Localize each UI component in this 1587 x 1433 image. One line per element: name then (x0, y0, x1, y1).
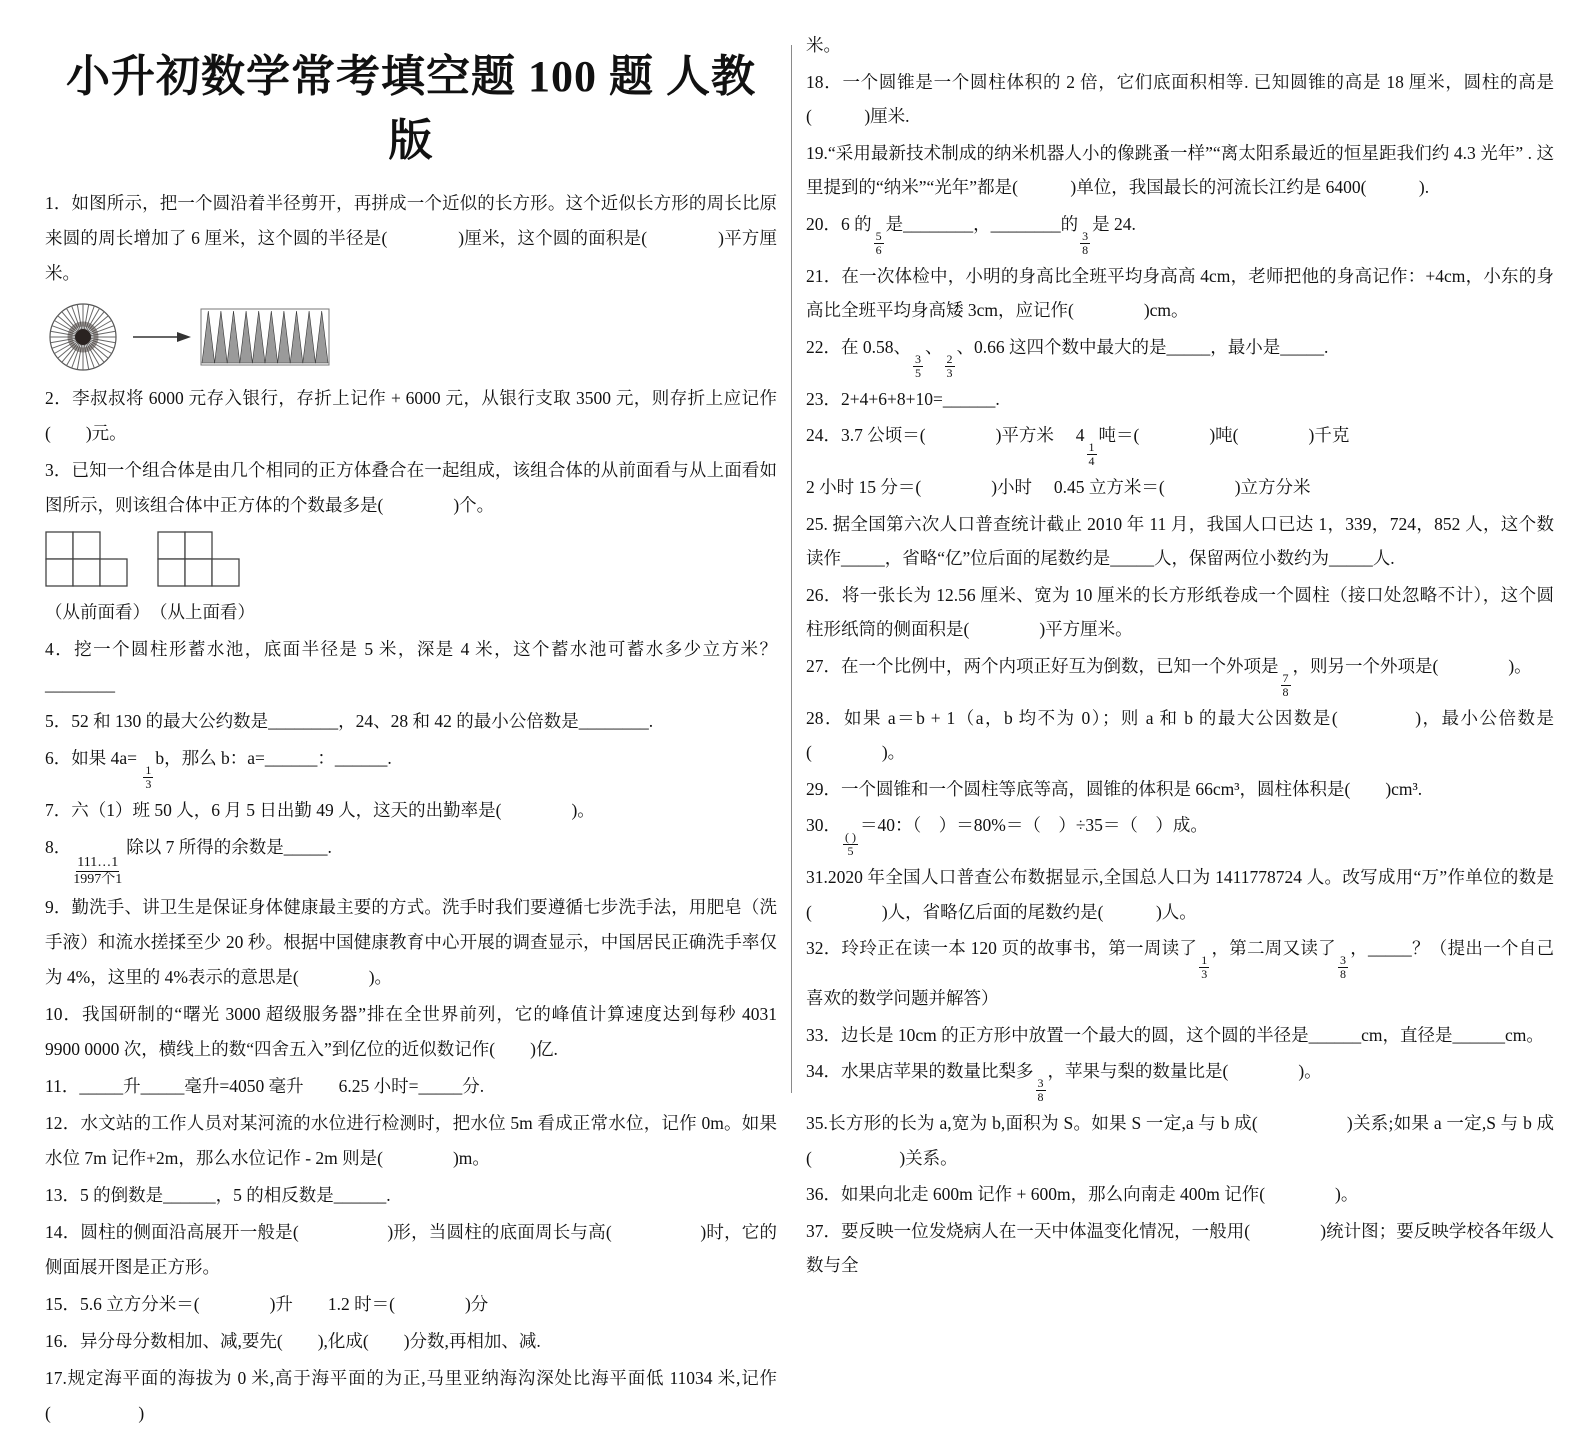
underbrace-expression (73, 855, 122, 888)
question-30 (806, 808, 1554, 858)
question-14 (45, 1215, 777, 1285)
fraction-denominator: 5 (847, 844, 854, 858)
text-run: 15．5.6 立方分米＝( )升 1.2 时＝( )分 (45, 1294, 489, 1314)
text-run: ，苹果与梨的数量比是( )。 (1047, 1061, 1322, 1081)
question-17-cont (806, 28, 1554, 63)
text-run: 8． (45, 837, 72, 857)
text-run: 16．异分母分数相加、减,要先( ),化成( )分数,再相加、减. (45, 1331, 541, 1351)
text-run: 19.“采用最新技术制成的纳米机器人小的像跳蚤一样”“离太阳系最近的恒星距我们约 4.3 光年” . 这里提到的“纳米”“光年”都是( )单位，我国最长的河流长江约是 6400( ). (806, 142, 1554, 197)
questions-block-right (806, 28, 1554, 1283)
text-run: b，那么 b：a=______：______. (155, 748, 392, 768)
question-16 (45, 1324, 777, 1359)
question-29 (806, 772, 1554, 807)
question-25 (806, 507, 1554, 576)
fraction-numerator: 7 (1282, 670, 1289, 685)
text-run: 11．_____升_____毫升=4050 毫升 6.25 小时=_____分. (45, 1076, 485, 1096)
text-run: 31.2020 年全国人口普查公布数据显示,全国总人口为 1411778724 人。改写成用“万”作单位的数是( )人，省略亿后面的尾数约是( )人。 (806, 867, 1554, 922)
text-run: 7．六（1）班 50 人，6 月 5 日出勤 49 人，这天的出勤率是( )。 (45, 800, 595, 820)
text-run: 、 (925, 336, 943, 357)
text-run: 4．挖一个圆柱形蓄水池，底面半径是 5 米，深是 4 米，这个蓄水池可蓄水多少立方米？________ (45, 639, 777, 694)
question-6 (45, 741, 777, 791)
fraction (1199, 954, 1209, 981)
fraction-numerator: 3 (1082, 228, 1089, 243)
fraction-numerator: ( ) (845, 830, 856, 844)
page-title: 小升初数学常考填空题 100 题 人教版 (66, 52, 756, 165)
text-run: ，第二周又读了 (1211, 938, 1336, 958)
fraction (1036, 1077, 1046, 1104)
question-27 (806, 649, 1554, 699)
circle-to-rectangle-figure (45, 299, 335, 375)
text-run: 18．一个圆锥是一个圆柱体积的 2 倍，它们底面积相等. 已知圆锥的高是 18 厘米，圆柱的高是( )厘米. (806, 71, 1554, 126)
question-32 (806, 931, 1554, 1016)
fraction-numerator: 1 (145, 763, 152, 777)
left-column (45, 34, 777, 1433)
question-18 (806, 65, 1554, 134)
text-run: 22．在 0.58、 (806, 336, 911, 357)
fraction-numerator: 5 (875, 228, 882, 243)
question-22 (806, 330, 1554, 380)
fraction-denominator: 8 (1037, 1090, 1044, 1104)
question-26 (806, 578, 1554, 647)
question-28 (806, 701, 1554, 770)
text-run: 2．李叔叔将 6000 元存入银行，存折上记作 + 6000 元，从银行支取 3500 元，则存折上应记作( )元。 (45, 388, 777, 443)
question-12 (45, 1106, 777, 1176)
text-run: 除以 7 所得的余数是_____. (126, 837, 332, 857)
text-run: 37．要反映一位发烧病人在一天中体温变化情况，一般用( )统计图；要反映学校各年级人数与全 (806, 1220, 1554, 1275)
fraction-denominator: 8 (1282, 684, 1289, 699)
text-run: 是________，________的 (885, 213, 1079, 234)
text-run: 17.规定海平面的海拔为 0 米,高于海平面的为正,马里亚纳海沟深处比海平面低 11034 米,记作( ) (45, 1368, 777, 1423)
text-run: 26．将一张长为 12.56 厘米、宽为 10 厘米的长方形纸卷成一个圆柱（接口处忽略不计），这个圆柱形纸筒的侧面积是( )平方厘米。 (806, 584, 1554, 639)
question-23 (806, 382, 1554, 417)
question-13 (45, 1178, 777, 1213)
text-run: 5．52 和 130 的最大公约数是________，24、28 和 42 的最小公倍数是________. (45, 711, 654, 731)
text-run: 、0.66 这四个数中最大的是_____，最小是_____. (956, 336, 1329, 357)
fraction (874, 230, 884, 257)
text-run: 12．水文站的工作人员对某河流的水位进行检测时，把水位 5m 看成正常水位，记作 0m。如果水位 7m 记作+2m，那么水位记作 - 2m 则是( )m。 (45, 1113, 777, 1168)
question-19 (806, 136, 1554, 205)
question-35 (806, 1106, 1554, 1175)
text-run: 3．已知一个组合体是由几个相同的正方体叠合在一起组成，该组合体的从前面看与从上面看如图所示，则该组合体中正方体的个数最多是( )个。 (45, 460, 777, 515)
text-run: ，_____？（提出一个自己喜欢的数学问题并解答） (806, 938, 1554, 1008)
text-run: 10．我国研制的“曙光 3000 超级服务器”排在全世界前列，它的峰值计算速度达到每秒 4031 9900 0000 次，横线上的数“四舍五入”到亿位的近似数记作( )亿. (45, 1004, 777, 1059)
text-run: 吨＝( )吨( )千克 (1098, 425, 1350, 445)
question-15 (45, 1287, 777, 1322)
text-run: ，则另一个外项是( )。 (1292, 655, 1532, 676)
fraction-denominator: 3 (946, 365, 953, 380)
underbrace-top: 111…1 (77, 855, 119, 870)
text-run: 14．圆柱的侧面沿高展开一般是( )形，当圆柱的底面周长与高( )时，它的侧面展开图是正方形。 (45, 1222, 777, 1277)
text-run: 32．玲玲正在读一本 120 页的故事书，第一周读了 (806, 938, 1198, 958)
fraction-denominator: 3 (1201, 967, 1208, 981)
fraction-numerator: 3 (1037, 1076, 1044, 1090)
text-run: 米。 (806, 35, 841, 55)
text-run: 2 小时 15 分＝( )小时 0.45 立方米＝( )立方分米 (806, 477, 1311, 497)
question-3 (45, 453, 777, 523)
fraction (143, 764, 153, 791)
text-run: ＝40：（ ）＝80%＝（ ）÷35＝（ ）成。 (860, 815, 1208, 835)
question-5 (45, 704, 777, 739)
underbrace-label: 1997个1 (73, 872, 123, 887)
cube-views-figure (45, 531, 255, 589)
text-run: 28．如果 a＝b + 1（a，b 均不为 0）；则 a 和 b 的最大公因数是( )，最小公倍数是( )。 (806, 707, 1554, 762)
question-31 (806, 860, 1554, 929)
fraction-numerator: 3 (1339, 953, 1346, 967)
fraction (1087, 441, 1097, 468)
text-run: 21．在一次体检中，小明的身高比全班平均身高高 4cm，老师把他的身高记作：+4cm，小东的身高比全班平均身高矮 3cm，应记作( )cm。 (806, 265, 1554, 320)
questions-block-c (45, 632, 777, 1431)
question-8 (45, 830, 777, 888)
fraction-denominator: 8 (1082, 242, 1089, 257)
question-7 (45, 793, 777, 828)
fraction (1338, 954, 1348, 981)
text-run: 27．在一个比例中，两个内项正好互为倒数，已知一个外项是 (806, 655, 1279, 676)
text-run: 23．2+4+6+8+10=______. (806, 388, 1000, 409)
question-2 (45, 381, 777, 451)
fraction-denominator: 8 (1339, 967, 1346, 981)
text-run: 36．如果向北走 600m 记作 + 600m，那么向南走 400m 记作( )。 (806, 1184, 1359, 1204)
fraction-denominator: 4 (1088, 454, 1095, 468)
text-run: 13．5 的倒数是______，5 的相反数是______. (45, 1185, 391, 1205)
fraction-denominator: 6 (875, 242, 882, 257)
question-1 (45, 186, 777, 291)
figure-views-caption: （从前面看） （从上面看） (45, 602, 255, 622)
text-run: 33．边长是 10cm 的正方形中放置一个最大的圆，这个圆的半径是______cm，直径是______cm。 (806, 1024, 1544, 1045)
fraction-denominator: 5 (915, 365, 921, 380)
fraction (843, 831, 858, 858)
question-36 (806, 1177, 1554, 1212)
text-run: 34．水果店苹果的数量比梨多 (806, 1061, 1034, 1081)
fraction (1281, 672, 1291, 699)
fraction (913, 353, 923, 380)
fraction-numerator: 1 (1201, 953, 1208, 967)
questions-block-b (45, 381, 777, 523)
fraction-numerator: 3 (915, 351, 921, 366)
question-33 (806, 1018, 1554, 1053)
question-11 (45, 1069, 777, 1104)
text-run: 6．如果 4a= (45, 748, 142, 768)
question-9 (45, 890, 777, 995)
fraction (1080, 230, 1090, 257)
question-34 (806, 1054, 1554, 1104)
column-divider (791, 45, 792, 1093)
text-run: 25. 据全国第六次人口普查统计截止 2010 年 11 月，我国人口已达 1，339，724，852 人，这个数读作_____，省略“亿”位后面的尾数约是_____人，保留两位小数约为_____人. (806, 513, 1554, 568)
fraction-numerator: 2 (946, 351, 953, 366)
question-10 (45, 997, 777, 1067)
right-column (806, 28, 1554, 1285)
question-24-cont (806, 470, 1554, 505)
fraction (945, 353, 955, 380)
text-run: 20．6 的 (806, 213, 872, 234)
fraction-denominator: 3 (145, 777, 152, 791)
question-17 (45, 1361, 777, 1431)
text-run: 是 24. (1092, 213, 1136, 234)
text-run: 30． (806, 815, 841, 835)
question-24 (806, 418, 1554, 468)
fraction-numerator: 1 (1088, 440, 1095, 454)
question-4 (45, 632, 777, 702)
text-run: 9．勤洗手、讲卫生是保证身体健康最主要的方式。洗手时我们要遵循七步洗手法，用肥皂（洗手液）和流水搓揉至少 20 秒。根据中国健康教育中心开展的调查显示，中国居民正确洗手率仅为 4%，这里的 4%表示的意思是( )。 (45, 897, 777, 987)
question-20 (806, 207, 1554, 257)
question-21 (806, 259, 1554, 328)
text-run: 24．3.7 公顷＝( )平方米 4 (806, 425, 1085, 445)
text-run: 35.长方形的长为 a,宽为 b,面积为 S。如果 S 一定,a 与 b 成( )关系;如果 a 一定,S 与 b 成( )关系。 (806, 1113, 1554, 1168)
text-run: 29．一个圆锥和一个圆柱等底等高，圆锥的体积是 66cm³，圆柱体积是( )cm³. (806, 778, 1423, 799)
text-run: 1．如图所示，把一个圆沿着半径剪开，再拼成一个近似的长方形。这个近似长方形的周长比原来圆的周长增加了 6 厘米，这个圆的半径是( )厘米，这个圆的面积是( )平方厘米。 (45, 193, 777, 283)
questions-block-a (45, 186, 777, 291)
question-37 (806, 1214, 1554, 1283)
